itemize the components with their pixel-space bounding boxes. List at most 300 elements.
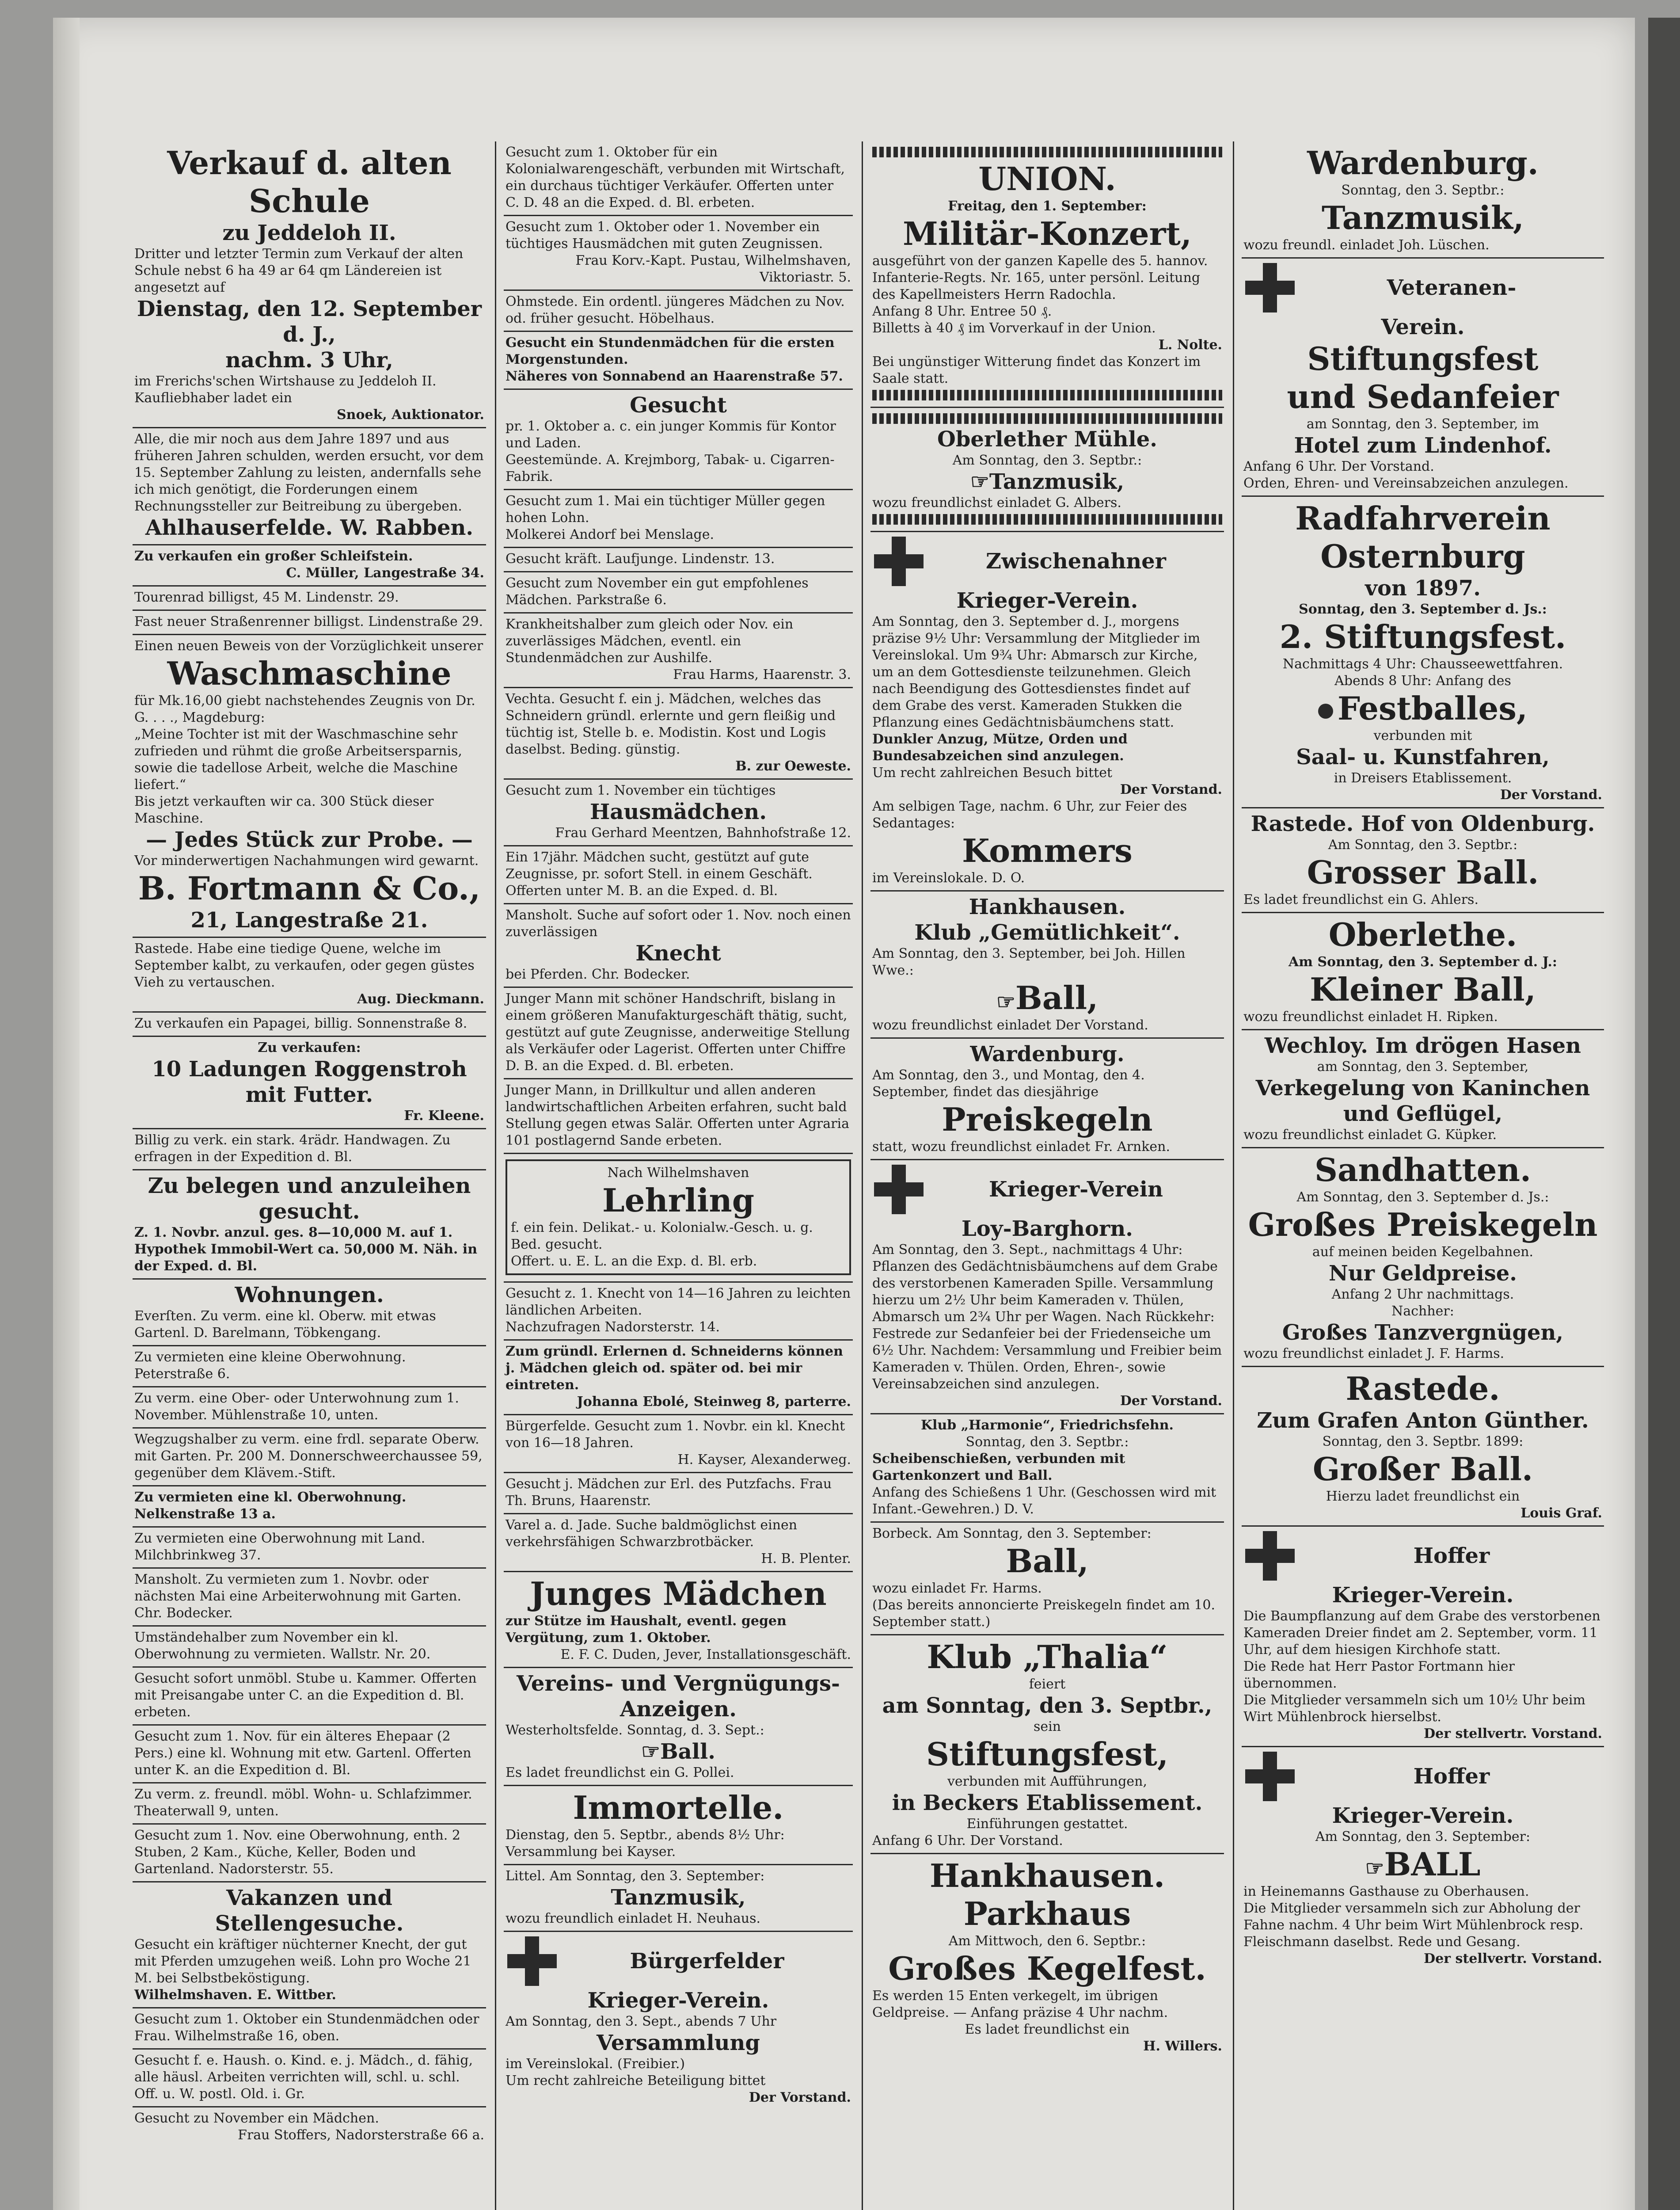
ad-text: ausgeführt von der ganzen Kapelle des 5. hannov. Infanterie-Regts. Nr. 165, unter persönl. Leitung des Kapellmeisters Herrn Radochla. — [872, 253, 1208, 302]
classified-ad — [870, 532, 1224, 892]
ad-text: Aug. Dieckmann. — [357, 991, 484, 1007]
ad-text: Sonntag, den 3. September d. Js.: — [1299, 602, 1547, 617]
ad-text: Zu verkaufen ein großer Schleifstein. — [134, 549, 413, 564]
ad-headline: Rastede. — [1346, 1370, 1500, 1407]
ad-text: Anfang des Schießens 1 Uhr. (Geschossen wird mit Infant.-Gewehren.) D. V. — [872, 1485, 1216, 1517]
ad-headline — [1243, 690, 1602, 728]
classified-ad — [504, 1668, 853, 1786]
ad-subheadline: Krieger-Verein. — [1332, 1583, 1514, 1608]
classified-ad — [504, 1154, 853, 1283]
ad-subheadline: von 1897. — [1365, 576, 1481, 601]
classified-ad — [133, 1387, 486, 1429]
ad-text: Dienstag, den 5. Septbr., abends 8½ Uhr: Versammlung bei Kayser. — [506, 1827, 785, 1859]
cross-header — [1243, 261, 1602, 314]
ad-text: Tourenrad billigst, 45 M. Lindenstr. 29. — [134, 590, 399, 605]
classified-ad — [504, 572, 853, 613]
ad-text: Zu vermieten eine Oberwohnung mit Land. Milchbrinkweg 37. — [134, 1531, 426, 1563]
ad-subheadline: Zwischenahner — [986, 549, 1166, 574]
ad-text: für Mk.16,00 giebt nachstehendes Zeugnis von Dr. G. . . ., Magdeburg: — [134, 693, 475, 725]
ad-subheadline: 21, Langestraße 21. — [190, 908, 428, 933]
ad-text: wozu einladet Fr. Harms. — [872, 1581, 1042, 1596]
iron-cross-icon — [506, 1935, 559, 1988]
ad-text: Johanna Ebolé, Steinweg 8, parterre. — [577, 1394, 851, 1410]
ad-columns — [133, 141, 1604, 2210]
ad-text: Westerholtsfelde. Sonntag, d. 3. Sept.: — [506, 1722, 764, 1738]
ad-text: Fast neuer Straßenrenner billigst. Lindenstraße 29. — [134, 614, 483, 629]
ad-headline: Klub „Thalia“ — [927, 1638, 1168, 1676]
ad-headline-text: Festballes, — [1338, 690, 1528, 727]
ad-text: bei Pferden. Chr. Bodecker. — [506, 967, 690, 982]
pointing-hand-icon: ☞ — [641, 1739, 661, 1764]
ad-text: Sonntag, den 3. Septbr.: — [1341, 183, 1505, 198]
classified-ad — [1242, 1030, 1604, 1148]
ad-text: Am Sonntag, den 3., und Montag, den 4. September, findet das diesjährige — [872, 1067, 1145, 1100]
ad-text: in Heinemanns Gasthause zu Oberhausen. — [1243, 1884, 1529, 1899]
ad-text: (Das bereits annoncierte Preiskegeln findet am 10. September statt.) — [872, 1597, 1216, 1630]
ad-text: wozu freundlichst einladet G. Küpker. — [1243, 1127, 1497, 1143]
ad-text: Zu verkaufen ein Papagei, billig. Sonnenstraße 8. — [134, 1016, 468, 1031]
classified-ad — [133, 1882, 486, 2008]
ad-subheadline: Nur Geldpreise. — [1329, 1261, 1517, 1286]
ad-subheadline: Rastede. Hof von Oldenburg. — [1250, 812, 1595, 836]
ad-text: Freitag, den 1. September: — [948, 198, 1147, 214]
decorative-border — [872, 390, 1222, 400]
cross-header — [506, 1935, 851, 1988]
iron-cross-icon — [1243, 1529, 1296, 1582]
ad-text: Es ladet freundlichst ein G. Ahlers. — [1243, 892, 1479, 907]
ad-headline: Großes Kegelfest. — [888, 1950, 1206, 1987]
ad-headline: Waschmaschine — [167, 655, 452, 692]
ad-text: Am Sonntag, den 3. Sept., nachmittags 4 Uhr: Pflanzen des Gedächtnisbäumchens auf dem Grabe des verstorbenen Kameraden Spille. Versammlung hierzu um 2½ Uhr beim Kameraden v. Thülen, Abmarsch um 2¾ Uhr per Wagen. Nach Rückkehr: Festrede zur Sedanfeier bei der Friedenseiche um 6½ Uhr. Nachdem: Versammlung und Freibier beim Kameraden v. Thülen. Orden, Ehren-, sowie Vereinsabzeichen sind anzulegen. — [872, 1242, 1222, 1392]
ad-headline-text: Ball, — [1015, 979, 1098, 1017]
ad-subheadline: 10 Ladungen Roggenstroh — [152, 1057, 467, 1082]
ad-text: Snoek, Auktionator. — [337, 407, 484, 423]
ad-text: Einführungen gestattet. — [966, 1816, 1128, 1832]
ad-headline: Hankhausen. Parkhaus — [929, 1857, 1165, 1932]
cross-header — [872, 1163, 1222, 1216]
ad-text: Littel. Am Sonntag, den 3. September: — [506, 1868, 765, 1884]
ad-text: sein — [1033, 1719, 1061, 1734]
ad-text: Gesucht ein Stundenmädchen für die ersten Morgenstunden. — [506, 335, 835, 367]
column-2 — [504, 141, 853, 2210]
ad-subheadline: Hoffer — [1413, 1764, 1490, 1789]
classified-ad — [133, 635, 486, 938]
ad-text: zur Stütze im Haushalt, eventl. gegen Vergütung, zum 1. Oktober. — [506, 1613, 787, 1646]
ad-text: am Sonntag, den 3. September, — [1317, 1059, 1529, 1075]
classified-ad — [504, 216, 853, 291]
classified-ad — [133, 611, 486, 635]
classified-ad — [504, 904, 853, 988]
ad-subheadline: Hankhausen. — [969, 895, 1126, 919]
ad-text: Louis Graf. — [1520, 1505, 1602, 1521]
ad-subheadline: Hausmädchen. — [589, 800, 767, 824]
ad-subheadline: nachm. 3 Uhr, — [225, 348, 393, 373]
ad-text: Am Sonntag, den 3. September d. J.: — [1289, 954, 1557, 970]
ad-text: Am Sonntag, den 3. Septbr.: — [1328, 837, 1518, 853]
bullet-icon — [1318, 704, 1333, 719]
ad-text: Orden, Ehren- und Vereinsabzeichen anzulegen. — [1243, 476, 1569, 491]
classified-ad — [133, 1668, 486, 1726]
ad-headline: Wardenburg. — [1307, 144, 1539, 182]
ad-headline: 2. Stiftungsfest. — [1279, 618, 1566, 655]
classified-ad — [870, 1854, 1224, 2058]
ad-headline: Stiftungsfest — [1307, 340, 1539, 377]
iron-cross-icon — [1243, 1750, 1296, 1803]
ad-subheadline: am Sonntag, den 3. Septbr., — [882, 1693, 1212, 1718]
decorative-border — [872, 514, 1222, 525]
classified-ad — [133, 141, 486, 428]
iron-cross-icon — [1243, 261, 1296, 314]
classified-ad — [870, 141, 1224, 408]
ad-text: im Vereinslokal. (Freibier.) — [506, 2056, 685, 2072]
ad-text: Gesucht z. 1. Knecht von 14—16 Jahren zu leichten ländlichen Arbeiten. — [506, 1286, 851, 1318]
ad-text: Zu verm. z. freundl. möbl. Wohn- u. Schlafzimmer. Theaterwall 9, unten. — [134, 1787, 472, 1819]
ad-text: Anfang 2 Uhr nachmittags. — [1331, 1287, 1514, 1302]
ad-text: Der stellvertr. Vorstand. — [1424, 1951, 1602, 1966]
ad-headline: Großer Ball. — [1312, 1450, 1533, 1488]
ad-subheadline: Ahlhauserfelde. W. Rabben. — [145, 515, 474, 540]
ad-text: wozu freundlichst einladet J. F. Harms. — [1243, 1346, 1505, 1361]
classified-ad — [1242, 808, 1604, 913]
ad-text: pr. 1. Oktober a. c. ein junger Kommis für Kontor und Laden. — [506, 419, 836, 451]
ad-subheadline: Versammlung — [597, 2031, 760, 2055]
classified-ad — [504, 1572, 853, 1668]
ad-text: Näheres von Sonnabend an Haarenstraße 57. — [506, 369, 843, 384]
cross-header — [1243, 1529, 1602, 1582]
classified-ad — [870, 1160, 1224, 1414]
ad-text: Zu verm. eine Ober- oder Unterwohnung zum 1. November. Mühlenstraße 10, unten. — [134, 1391, 459, 1423]
ad-text: Krankheitshalber zum gleich oder Nov. ein zuverlässiges Mädchen, eventl. ein Stundenmädchen zur Aushilfe. — [506, 617, 794, 666]
ad-text: Gesucht zum 1. Mai ein tüchtiger Müller gegen hohen Lohn. — [506, 493, 825, 526]
ad-text: Um recht zahlreiche Beteiligung bittet — [506, 2073, 766, 2088]
ad-text: Am Mittwoch, den 6. Septbr.: — [948, 1933, 1146, 1949]
ad-text: C. Müller, Langestraße 34. — [286, 565, 484, 581]
ad-text: Gesucht zum 1. Nov. eine Oberwohnung, enth. 2 Stuben, 2 Kam., Küche, Keller, Boden und Gartenland. Nadorsterstr. 55. — [134, 1828, 460, 1877]
ad-headline: Kleiner Ball, — [1310, 971, 1536, 1008]
ad-text: Dritter und letzter Termin zum Verkauf der alten Schule nebst 6 ha 49 ar 64 qm Ländereien ist angesetzt auf — [134, 246, 464, 295]
ad-text: Nachher: — [1391, 1303, 1454, 1319]
ad-headline: Kommers — [962, 832, 1133, 869]
classified-ad — [1242, 497, 1604, 808]
ad-headline: Grosser Ball. — [1307, 854, 1539, 891]
ad-text: Am selbigen Tage, nachm. 6 Uhr, zur Feier des Sedantages: — [872, 799, 1187, 831]
classified-ad — [504, 291, 853, 332]
cross-header — [872, 535, 1222, 588]
classified-ad — [504, 780, 853, 846]
ad-text: Junger Mann mit schöner Handschrift, bislang in einem größeren Manufakturgeschäft thätig, sucht, gestützt auf gute Zeugnisse, anderweitige Stellung als Verkäufer oder Lagerist. Offerten unter Chiffre D. B. an die Exped. d. Bl. erbeten. — [506, 991, 850, 1074]
iron-cross-icon — [872, 535, 925, 588]
ad-text: Junger Mann, in Drillkultur und allen anderen landwirtschaftlichen Arbeiten erfahren, sucht bald Stellung gegen etwas Salär. Offerten unter Agraria 101 postlagernd Sande erbeten. — [506, 1082, 849, 1148]
ad-text: Am Sonntag, den 3. September d. J., morgens präzise 9½ Uhr: Versammlung der Mitglieder im Vereinslokal. Um 9¾ Uhr: Abmarsch zur Kirche, um an dem Gottesdienste teilzunehmen. Gleich nach Beendigung des Gottesdienstes findet auf dem Grabe des verst. Kameraden Stukken die Pflanzung eines Gedächtnisbäumchens statt. — [872, 614, 1201, 730]
classified-ad — [133, 1013, 486, 1037]
classified-ad — [133, 428, 486, 545]
classified-ad — [504, 1786, 853, 1865]
ad-text: Bei ungünstiger Witterung findet das Konzert im Saale statt. — [872, 354, 1201, 386]
ad-text: Es werden 15 Enten verkegelt, im übrigen Geldpreise. — Anfang präzise 4 Uhr nachm. — [872, 1988, 1168, 2020]
ad-subheadline: Saal- u. Kunstfahren, — [1296, 745, 1550, 770]
ad-text: Zu verkaufen: — [258, 1040, 361, 1055]
ad-text: Einen neuen Beweis von der Vorzüglichkeit unserer — [134, 638, 483, 654]
classified-ad — [870, 1414, 1224, 1523]
ad-headline: UNION. — [978, 160, 1116, 198]
ad-text: Borbeck. Am Sonntag, den 3. September: — [872, 1526, 1152, 1541]
ad-text: Varel a. d. Jade. Suche baldmöglichst einen verkehrsfähigen Schwarzbrotbäcker. — [506, 1517, 798, 1550]
ad-text: in Dreisers Etablissement. — [1334, 770, 1512, 786]
ad-text: Wilhelmshaven. E. Wittber. — [134, 1987, 336, 2003]
ad-headline: Sandhatten. — [1314, 1151, 1532, 1189]
classified-ad — [504, 548, 853, 572]
ad-text: Gesucht zum 1. Nov. für ein älteres Ehepaar (2 Pers.) eine kl. Wohnung mit etw. Gartenl. Offerten unter K. an die Expedition d. Bl. — [134, 1729, 471, 1778]
ad-headline: Lehrling — [602, 1181, 755, 1219]
ad-subheadline: Krieger-Verein. — [1332, 1803, 1514, 1828]
ad-text: Sonntag, den 3. Septbr.: — [965, 1434, 1129, 1450]
ad-headline: Tanzmusik, — [1322, 199, 1524, 236]
ad-text: Gesucht zum 1. Oktober ein Stundenmädchen oder Frau. Wilhelmstraße 16, oben. — [134, 2012, 479, 2044]
ad-text: Gesucht zum 1. Oktober für ein Kolonialwarengeschäft, verbunden mit Wirtschaft, ein durchaus tüchtiger Verkäufer. Offerten unter C. D. 48 an die Exped. d. Bl. erbeten. — [506, 145, 845, 210]
column-rule — [495, 141, 496, 2210]
ad-text: verbunden mit — [1373, 728, 1472, 743]
classified-ad — [504, 1514, 853, 1572]
classified-ad — [133, 1429, 486, 1486]
ad-headline: Preiskegeln — [942, 1101, 1153, 1138]
ad-subheadline: und Geflügel, — [1343, 1101, 1503, 1126]
ad-text: Dunkler Anzug, Mütze, Orden und Bundesabzeichen sind anzulegen. — [872, 732, 1128, 764]
ad-text: Bis jetzt verkauften wir ca. 300 Stück dieser Maschine. — [134, 794, 434, 826]
ad-text: Anfang 8 Uhr. Entree 50 ₰. — [872, 304, 1052, 319]
ad-text: wozu freundlichst einladet G. Albers. — [872, 495, 1121, 511]
page-edge — [53, 18, 80, 2210]
ad-headline — [1243, 1845, 1602, 1883]
column-rule — [862, 141, 863, 2210]
ad-headline-text: Ball. — [660, 1739, 715, 1764]
ad-subheadline: Großes Tanzvergnügen, — [1282, 1320, 1564, 1345]
ad-subheadline: Verein. — [1381, 315, 1465, 339]
iron-cross-icon — [872, 1163, 925, 1216]
pointing-hand-icon: ☞ — [996, 990, 1015, 1014]
ad-subheadline: zu Jeddeloh II. — [222, 221, 396, 245]
classified-ad — [1242, 1527, 1604, 1747]
cross-header — [1243, 1750, 1602, 1803]
ad-text: Billetts à 40 ₰ im Vorverkauf in der Union. — [872, 320, 1156, 336]
ad-headline-text: Tanzmusik, — [989, 469, 1125, 494]
ad-headline — [872, 979, 1222, 1017]
classified-ad — [133, 1627, 486, 1668]
ad-text: Gesucht zum November ein gut empfohlenes Mädchen. Parkstraße 6. — [506, 575, 809, 608]
ad-text: Abends 8 Uhr: Anfang des — [1334, 673, 1511, 689]
ad-text: Vor minderwertigen Nachahmungen wird gewarnt. — [134, 853, 479, 869]
ad-text: Everſten. Zu verm. eine kl. Oberw. mit etwas Gartenl. D. Barelmann, Töbkengang. — [134, 1308, 436, 1341]
classified-ad — [133, 1170, 486, 1280]
classified-ad — [504, 332, 853, 390]
ad-headline: Osternburg — [1320, 537, 1525, 575]
classified-ad — [1242, 913, 1604, 1030]
ad-text: Gesucht ein kräftiger nüchterner Knecht, der gut mit Pferden umzugehen weiß. Lohn pro Woche 21 M. bei Selbstbeköstigung. — [134, 1937, 471, 1986]
ad-headline: Radfahrverein — [1295, 499, 1551, 537]
ad-subheadline: Veteranen- — [1387, 275, 1517, 300]
ad-text: Am Sonntag, den 3. September: — [1315, 1829, 1531, 1844]
ad-text: Der Vorstand. — [749, 2090, 851, 2105]
classified-ad — [133, 1528, 486, 1569]
ad-text: wozu freundlich einladet H. Neuhaus. — [506, 1911, 761, 1926]
ad-subheadline: — Jedes Stück zur Probe. — — [146, 827, 473, 852]
classified-ad — [133, 2050, 486, 2107]
ad-subheadline: Klub „Gemütlichkeit“. — [914, 920, 1180, 945]
ad-text: Bürgerfelde. Gesucht zum 1. Novbr. ein kl. Knecht von 16—18 Jahren. — [506, 1418, 845, 1451]
column-rule — [1233, 141, 1234, 2210]
ad-text: Umständehalber zum November ein kl. Oberwohnung zu vermieten. Wallstr. Nr. 20. — [134, 1630, 431, 1662]
ad-text: H. B. Plenter. — [761, 1551, 851, 1566]
ad-subheadline — [872, 469, 1222, 495]
ad-text: Nachzufragen Nadorsterstr. 14. — [506, 1319, 720, 1335]
ad-text: Fr. Kleene. — [404, 1108, 484, 1124]
ad-subheadline: Krieger-Verein. — [956, 588, 1138, 613]
decorative-border — [872, 147, 1222, 157]
classified-ad — [133, 545, 486, 587]
ad-subheadline: Krieger-Verein — [989, 1177, 1163, 1202]
ad-text: Gesucht zum 1. Oktober oder 1. November ein tüchtiges Hausmädchen mit guten Zeugnissen. — [506, 219, 823, 251]
ad-text: feiert — [1029, 1677, 1066, 1692]
classified-ad — [504, 846, 853, 904]
ad-text: Frau Gerhard Meentzen, Bahnhofstraße 12. — [555, 825, 851, 841]
classified-ad — [133, 938, 486, 1013]
ad-subheadline: Verkegelung von Kaninchen — [1255, 1076, 1590, 1101]
ad-text: Am Sonntag, den 3. September d. Js.: — [1296, 1189, 1549, 1205]
ad-text: Der stellvertr. Vorstand. — [1424, 1726, 1602, 1741]
classified-ad — [504, 1932, 853, 2110]
classified-ad — [133, 2107, 486, 2147]
classified-ad — [133, 1486, 486, 1528]
ad-text: Gesucht kräft. Laufjunge. Lindenstr. 13. — [506, 551, 775, 567]
ad-text: Die Baumpflanzung auf dem Grabe des verstorbenen Kameraden Dreier findet am 2. September, vorm. 11 Uhr, auf dem hiesigen Kirchhofe statt. — [1243, 1608, 1600, 1658]
classified-ad — [504, 1283, 853, 1341]
classified-ad — [504, 613, 853, 688]
classified-ad — [1242, 1747, 1604, 1971]
ad-text: „Meine Tochter ist mit der Waschmaschine sehr zufrieden und rühmt die große Arbeitsersparnis, sowie die tadellose Arbeit, welche die Maschine liefert.“ — [134, 727, 462, 793]
ad-text: Mansholt. Suche auf sofort oder 1. Nov. noch einen zuverlässigen — [506, 907, 851, 940]
ad-text: Scheibenschießen, verbunden mit Gartenkonzert und Ball. — [872, 1451, 1125, 1483]
ad-text: am Sonntag, den 3. September, im — [1306, 416, 1539, 432]
ad-subheadline: Zu belegen und anzuleihen gesucht. — [148, 1174, 471, 1224]
ad-text: Ein 17jähr. Mädchen sucht, gestützt auf gute Zeugnisse, pr. sofort Stell. in einem Geschäft. Offerten unter M. B. an die Exped. d. Bl. — [506, 850, 813, 899]
ad-text: Die Mitglieder versammeln sich zur Abholung der Fahne nachm. 4 Uhr beim Wirt Mühlenbrock resp. Fleischmann daselbst. Rede und Gesang. — [1243, 1901, 1584, 1950]
classified-ad — [870, 1523, 1224, 1635]
ad-subheadline: Hotel zum Lindenhof. — [1294, 433, 1552, 458]
ad-subheadline: Vakanzen und Stellengesuche. — [215, 1886, 404, 1936]
classified-ad — [133, 1037, 486, 1129]
ad-text: Vechta. Gesucht f. ein j. Mädchen, welches das Schneidern gründl. erlernte und gern fleißig und tüchtig ist, Stelle b. e. Modistin. Kost und Logis daselbst. Beding. günstig. — [506, 691, 836, 757]
ad-text: Rastede. Habe eine tiedige Quene, welche im September kalbt, zu verkaufen, oder gegen güstes Vieh zu vertauschen. — [134, 941, 475, 990]
classified-ad — [133, 1346, 486, 1387]
decorative-border — [872, 413, 1222, 424]
ad-text: Molkerei Andorf bei Menslage. — [506, 527, 715, 542]
ad-text: Alle, die mir noch aus dem Jahre 1897 und aus früheren Jahren schulden, werden ersucht, vor dem 15. September Zahlung zu leisten, andernfalls sehe ich mich genötigt, die Forderungen einem Rechnungssteller zur Beitreibung zu übergeben. — [134, 431, 484, 514]
ad-text: Wegzugshalber zu verm. eine frdl. separate Oberw. mit Garten. Pr. 200 M. Donnerschweerchaussee 59, gegenüber dem Klävem.-Stift. — [134, 1432, 483, 1481]
ad-headline: Ball, — [1006, 1542, 1089, 1580]
ad-text: Nachmittags 4 Uhr: Chausseewettfahren. — [1282, 656, 1563, 672]
classified-ad — [133, 1726, 486, 1783]
ad-text: Z. 1. Novbr. anzul. ges. 8—10,000 M. auf 1. Hypothek Immobil-Wert ca. 50,000 M. Näh. in der Exped. d. Bl. — [134, 1225, 478, 1274]
adjacent-page-edge — [1648, 18, 1680, 2210]
ad-headline: B. Fortmann & Co., — [138, 869, 481, 907]
ad-subheadline: Knecht — [635, 941, 721, 966]
ad-headline: Verkauf d. alten Schule — [167, 144, 452, 220]
boxed-ad-frame — [506, 1159, 851, 1275]
ad-text: Gesucht j. Mädchen zur Erl. des Putzfachs. Frau Th. Bruns, Haarenstr. — [506, 1476, 832, 1509]
ad-subheadline: mit Futter. — [245, 1082, 373, 1107]
classified-ad — [504, 988, 853, 1079]
classified-ad — [133, 1825, 486, 1882]
ad-text: Billig zu verk. ein stark. 4rädr. Handwagen. Zu erfragen in der Expedition d. Bl. — [134, 1132, 451, 1165]
ad-text: E. F. C. Duden, Jever, Installationsgeschäft. — [560, 1647, 851, 1662]
ad-text: H. Willers. — [1143, 2039, 1222, 2054]
classified-ad — [504, 1415, 853, 1473]
ad-subheadline: Dienstag, den 12. September d. J., — [137, 297, 482, 347]
ad-text: Zu vermieten eine kleine Oberwohnung. Peterstraße 6. — [134, 1349, 406, 1382]
classified-ad — [1242, 1148, 1604, 1367]
ad-text: Gesucht sofort unmöbl. Stube u. Kammer. Offerten mit Preisangabe unter C. an die Expedition d. Bl. erbeten. — [134, 1671, 477, 1720]
ad-subheadline: Oberlether Mühle. — [937, 427, 1157, 452]
ad-subheadline: Zum Grafen Anton Günther. — [1257, 1408, 1589, 1433]
ad-text: Sonntag, den 3. Septbr. 1899: — [1322, 1434, 1524, 1449]
ad-text: Geestemünde. A. Krejmborg, Tabak- u. Cigarren-Fabrik. — [506, 452, 835, 484]
ad-text: Die Rede hat Herr Pastor Fortmann hier übernommen. — [1243, 1659, 1515, 1691]
ad-headline: Junges Mädchen — [530, 1575, 827, 1612]
ad-text: wozu freundl. einladet Joh. Lüschen. — [1243, 237, 1490, 253]
ad-text: Gesucht f. e. Haush. o. Kind. e. j. Mädch., d. fähig, alle häusl. Arbeiten verrichten will, schl. u. schl. Off. u. W. postl. Old. i. Gr. — [134, 2053, 473, 2102]
ad-text: Es ladet freundlichst ein — [965, 2022, 1130, 2037]
ad-text: Es ladet freundlichst ein G. Pollei. — [506, 1765, 734, 1780]
ad-subheadline: in Beckers Etablissement. — [892, 1791, 1203, 1815]
ad-text: wozu freundlichst einladet H. Ripken. — [1243, 1009, 1498, 1025]
ad-text: Hierzu ladet freundlichst ein — [1326, 1489, 1520, 1504]
ad-text: wozu freundlichst einladet Der Vorstand. — [872, 1017, 1148, 1033]
classified-ad — [870, 1039, 1224, 1160]
pointing-hand-icon: ☞ — [970, 469, 989, 494]
ad-text: Zu vermieten eine kl. Oberwohnung. Nelkenstraße 13 a. — [134, 1490, 407, 1522]
ad-text: f. ein fein. Delikat.- u. Kolonialw.-Gesch. u. g. Bed. gesucht. — [511, 1220, 813, 1252]
column-4 — [1242, 141, 1604, 2210]
classified-ad — [504, 1865, 853, 1932]
ad-subheadline: Bürgerfelder — [630, 1949, 784, 1974]
ad-text: Am Sonntag, den 3. September, bei Joh. Hillen Wwe.: — [872, 946, 1186, 978]
ad-text: Um recht zahlreichen Besuch bittet — [872, 765, 1113, 781]
ad-text: H. Kayser, Alexanderweg. — [677, 1452, 851, 1467]
ad-subheadline: Hoffer — [1413, 1543, 1490, 1568]
ad-headline: Großes Preiskegeln — [1248, 1206, 1598, 1243]
classified-ad — [133, 587, 486, 611]
classified-ad — [1242, 259, 1604, 497]
ad-text: statt, wozu freundlichst einladet Fr. Arnken. — [872, 1139, 1171, 1155]
ad-text: Der Vorstand. — [1500, 787, 1602, 803]
ad-subheadline: Wardenburg. — [970, 1042, 1125, 1067]
classified-ad — [133, 1569, 486, 1627]
ad-text: Zum gründl. Erlernen d. Schneiderns können j. Mädchen gleich od. später od. bei mir eintreten. — [506, 1344, 843, 1393]
ad-subheadline: Krieger-Verein. — [587, 1988, 769, 2013]
ad-subheadline: Wechloy. Im drögen Hasen — [1264, 1033, 1581, 1058]
ad-subheadline: Tanzmusik, — [611, 1885, 746, 1910]
ad-text: Ohmstede. Ein ordentl. jüngeres Mädchen zu Nov. od. früher gesucht. Höbelhaus. — [506, 294, 845, 326]
classified-ad — [504, 490, 853, 548]
ad-text: B. zur Oeweste. — [735, 758, 851, 774]
column-3 — [870, 141, 1224, 2210]
classified-ad — [870, 1635, 1224, 1854]
ad-text: Offert. u. E. L. an die Exp. d. Bl. erb. — [511, 1254, 757, 1269]
ad-text: Anfang 6 Uhr. Der Vorstand. — [1243, 459, 1434, 474]
ad-text: auf meinen beiden Kegelbahnen. — [1312, 1244, 1534, 1260]
classified-ad — [133, 1129, 486, 1170]
classified-ad — [504, 1341, 853, 1415]
classified-ad — [504, 390, 853, 490]
